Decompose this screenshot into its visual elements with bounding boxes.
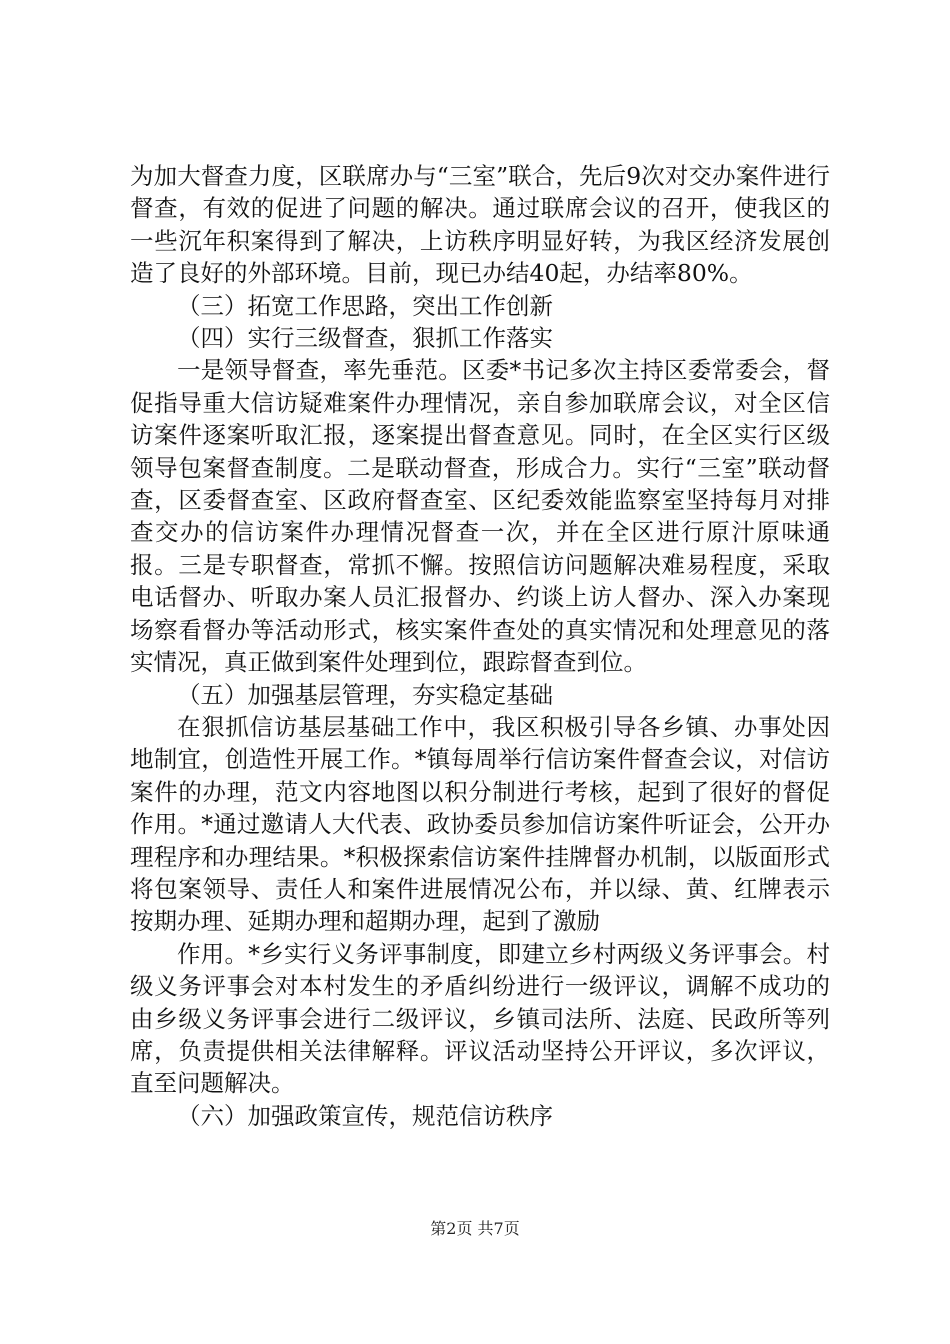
paragraph-summary: 为加大督查力度，区联席办与“三室”联合，先后9次对交办案件进行督查，有效的促进了问题的解决。通过联席会议的召开，使我区的一些沉年积案得到了解决，上访秩序明显好转，为我区经济发展创造了良好的外部环境。目前，现已办结40起，办结率80%。: [130, 162, 830, 288]
page-number-footer: 第2页 共7页: [430, 1219, 520, 1238]
section-heading-3: （三）拓宽工作思路，突出工作创新: [177, 291, 553, 320]
document-body: [130, 160, 830, 1132]
paragraph-supervision: 一是领导督查，率先垂范。区委*书记多次主持区委常委会，督促指导重大信访疑难案件办理情况，亲自参加联席会议，对全区信访案件逐案听取汇报，逐案提出督查意见。同时，在全区实行区级领导包案督查制度。二是联动督查，形成合力。实行“三室”联动督查，区委督查室、区政府督查室、区纪委效能监察室坚持每月对排查交办的信访案件办理情况督查一次，并在全区进行原汁原味通报。三是专职督查，常抓不懈。按照信访问题解决难易程度，采取电话督办、听取办案人员汇报督办、约谈上访人督办、深入办案现场察看督办等活动形式，核实案件查处的真实情况和处理意见的落实情况，真正做到案件处理到位，跟踪督查到位。: [130, 356, 830, 677]
section-heading-6: （六）加强政策宣传，规范信访秩序: [177, 1101, 553, 1130]
section-heading-5: （五）加强基层管理，夯实稳定基础: [177, 680, 553, 709]
section-heading-4: （四）实行三级督查，狠抓工作落实: [177, 324, 553, 353]
paragraph-grassroots: 在狠抓信访基层基础工作中，我区积极引导各乡镇、办事处因地制宜，创造性开展工作。*镇每周举行信访案件督查会议，对信访案件的办理，范文内容地图以积分制进行考核，起到了很好的督促作用。*通过邀请人大代表、政协委员参加信访案件听证会，公开办理程序和办理结果。*积极探索信访案件挂牌督办机制，以版面形式将包案领导、责任人和案件进展情况公布，并以绿、黄、红牌表示按期办理、延期办理和超期办理，起到了激励: [130, 712, 830, 936]
paragraph-evaluation: 作用。*乡实行义务评事制度，即建立乡村两级义务评事会。村级义务评事会对本村发生的矛盾纠纷进行一级评议，调解不成功的由乡级义务评事会进行二级评议，乡镇司法所、法庭、民政所等列席，负责提供相关法律解释。评议活动坚持公开评议，多次评议，直至问题解决。: [130, 939, 830, 1098]
